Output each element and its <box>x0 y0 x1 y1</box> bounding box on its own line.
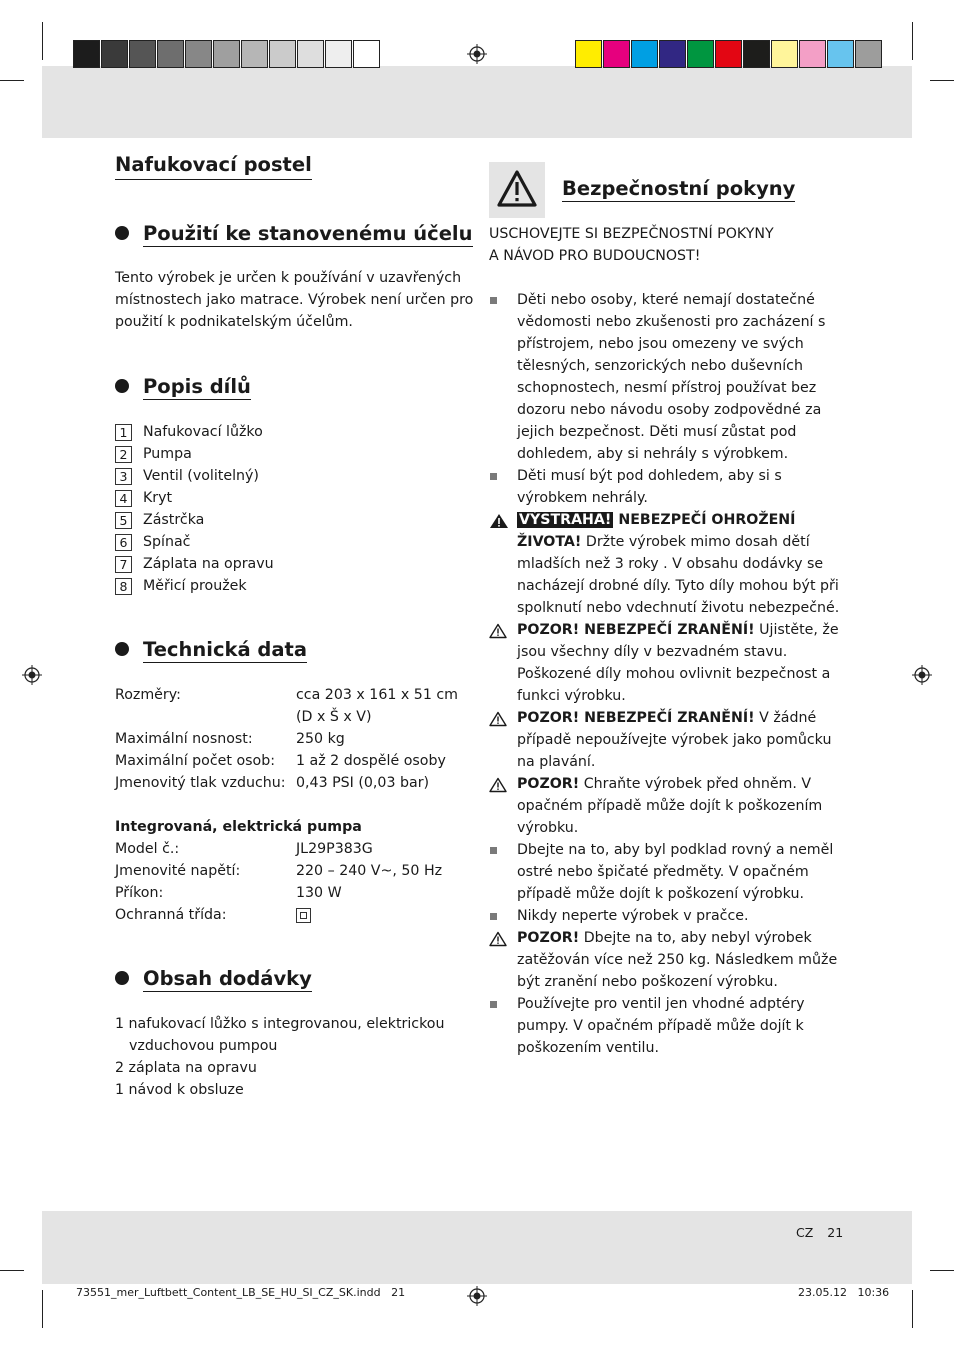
list-item: 2 záplata na opravu <box>115 1060 257 1076</box>
list-item: Používejte pro ventil jen vhodné adptéry pumpy. V opačném případě může dojít k poškozením ventilu. <box>489 993 844 1059</box>
warning-outline-icon <box>489 623 507 639</box>
square-bullet-icon <box>490 473 497 480</box>
header-band <box>42 66 912 138</box>
file-slug: 73551_mer_Luftbett_Content_LB_SE_HU_SI_CZ_SK.indd 21 <box>76 1286 406 1299</box>
color-swatch <box>297 40 324 68</box>
list-item: vzduchovou pumpou <box>129 1038 278 1054</box>
color-swatch <box>855 40 882 68</box>
section-heading-usage: Použití ke stanovenému účelu <box>115 221 473 247</box>
color-swatch <box>241 40 268 68</box>
warning-header-box <box>489 162 545 218</box>
color-swatch <box>325 40 352 68</box>
list-item: Děti nebo osoby, které nemají dostatečné vědomosti nebo zkušenosti pro zacházení s přístrojem, nebo jsou omezeny ve svých tělesných, senzorických nebo duševních schopnostech, nesmí přístroj používat bez dozoru nebo návodu osoby zodpovědné za jejich bezpečnost. Děti musí zůstat pod dohledem, aby si nehrály s výrobkem. <box>489 289 844 465</box>
color-swatch <box>631 40 658 68</box>
list-item: 1 návod k obsluze <box>115 1082 244 1098</box>
table-row: Ochranná třída: <box>115 904 475 926</box>
color-swatch <box>213 40 240 68</box>
table-row: (D x Š x V) <box>296 709 372 725</box>
color-swatch <box>575 40 602 68</box>
table-row: Jmenovitý tlak vzduchu: 0,43 PSI (0,03 bar) <box>115 775 430 791</box>
list-item: POZOR! NEBEZPEČÍ ZRANĚNÍ! V žádné případě nepoužívejte výrobek jako pomůcku na plavání. <box>489 707 844 773</box>
page-number: CZ 21 <box>796 1225 844 1240</box>
list-item: 3 Ventil (volitelný) <box>115 465 475 487</box>
list-item: Nikdy neperte výrobek v pračce. <box>489 905 844 927</box>
list-item: Dbejte na to, aby byl podklad rovný a neměl ostré nebo špičaté předměty. V opačném případě může dojít k poškození výrobku. <box>489 839 844 905</box>
color-swatch <box>101 40 128 68</box>
crop-mark <box>0 1270 24 1271</box>
list-item: 6 Spínač <box>115 531 475 553</box>
list-item: POZOR! Chraňte výrobek před ohněm. V opačném případě může dojít k poškozením výrobku. <box>489 773 844 839</box>
pump-heading: Integrovaná, elektrická pumpa <box>115 819 362 835</box>
list-item: 4 Kryt <box>115 487 475 509</box>
square-bullet-icon <box>490 1001 497 1008</box>
list-item: 1 Nafukovací lůžko <box>115 421 475 443</box>
square-bullet-icon <box>490 913 497 920</box>
list-item: 1 nafukovací lůžko s integrovanou, elektrickou <box>115 1016 445 1032</box>
parts-list <box>115 421 475 597</box>
date-slug: 23.05.12 10:36 <box>798 1286 890 1299</box>
section-heading-parts: Popis dílů <box>115 374 251 400</box>
warning-outline-icon <box>489 777 507 793</box>
color-swatch <box>715 40 742 68</box>
table-row: Maximální nosnost: 250 kg <box>115 731 345 747</box>
tech-table <box>115 684 475 926</box>
square-bullet-icon <box>490 297 497 304</box>
warning-outline-icon <box>489 931 507 947</box>
registration-mark-icon <box>467 1286 487 1306</box>
section-heading-safety: Bezpečnostní pokyny <box>562 177 796 200</box>
color-swatch <box>771 40 798 68</box>
table-row: Jmenovité napětí: 220 – 240 V~, 50 Hz <box>115 863 443 879</box>
color-swatch <box>687 40 714 68</box>
list-item: Děti musí být pod dohledem, aby si s výrobkem nehrály. <box>489 465 844 509</box>
color-swatch <box>129 40 156 68</box>
crop-mark <box>0 80 24 81</box>
list-item: 8 Měřicí proužek <box>115 575 475 597</box>
color-swatch <box>73 40 100 68</box>
page-title: Nafukovací postel <box>115 152 312 180</box>
warning-outline-icon <box>489 711 507 727</box>
color-swatch <box>799 40 826 68</box>
crop-mark <box>930 1270 954 1271</box>
color-swatch <box>603 40 630 68</box>
table-row: Rozměry: cca 203 x 161 x 51 cm <box>115 687 458 703</box>
color-swatch <box>659 40 686 68</box>
crop-mark <box>912 1290 913 1328</box>
list-item: 7 Záplata na opravu <box>115 553 475 575</box>
table-row: Model č.: JL29P383G <box>115 841 373 857</box>
registration-mark-icon <box>912 665 932 685</box>
list-item: 5 Zástrčka <box>115 509 475 531</box>
list-item: POZOR! NEBEZPEČÍ ZRANĚNÍ! Ujistěte, že jsou všechny díly v bezvadném stavu. Poškozené díly mohou ovlivnit bezpečnost a funkci výrobku. <box>489 619 844 707</box>
color-swatch <box>353 40 380 68</box>
color-swatch <box>743 40 770 68</box>
warning-triangle-icon <box>489 162 545 218</box>
section-heading-contents: Obsah dodávky <box>115 966 312 992</box>
safety-intro: USCHOVEJTE SI BEZPEČNOSTNÍ POKYNY A NÁVOD PRO BUDOUCNOST! <box>489 226 774 264</box>
list-item: 2 Pumpa <box>115 443 475 465</box>
crop-mark <box>912 22 913 60</box>
color-swatch <box>157 40 184 68</box>
usage-text: Tento výrobek je určen k používání v uzavřených místnostech jako matrace. Výrobek není určen pro použití k podnikatelským účelům. <box>115 270 474 330</box>
section-heading-tech: Technická data <box>115 637 307 663</box>
table-row: Příkon: 130 W <box>115 885 342 901</box>
bullet-dot-icon <box>115 379 129 393</box>
table-row: Maximální počet osob: 1 až 2 dospělé osoby <box>115 753 446 769</box>
bullet-dot-icon <box>115 226 129 240</box>
color-swatch <box>185 40 212 68</box>
registration-mark-icon <box>22 665 42 685</box>
crop-mark <box>42 1290 43 1328</box>
crop-mark <box>930 80 954 81</box>
list-item: POZOR! Dbejte na to, aby nebyl výrobek zatěžován více než 250 kg. Následkem může být zranění nebo poškození výrobku. <box>489 927 844 993</box>
protection-class-ii-icon <box>296 908 311 923</box>
color-swatch <box>827 40 854 68</box>
contents-list <box>115 1013 475 1101</box>
footer-band <box>42 1211 912 1284</box>
list-item: VÝSTRAHA! NEBEZPEČÍ OHROŽENÍ ŽIVOTA! Držte výrobek mimo dosah dětí mladších než 3 roky . V obsahu dodávky se nacházejí drobné díly. Tyto díly mohou být při spolknutí nebo vdechnutí životu nebezpečné. <box>489 509 844 619</box>
bullet-dot-icon <box>115 642 129 656</box>
safety-list <box>489 289 844 1059</box>
registration-mark-icon <box>467 44 487 64</box>
color-swatch <box>269 40 296 68</box>
warning-filled-icon <box>489 513 509 529</box>
bullet-dot-icon <box>115 971 129 985</box>
crop-mark <box>42 22 43 60</box>
square-bullet-icon <box>490 847 497 854</box>
